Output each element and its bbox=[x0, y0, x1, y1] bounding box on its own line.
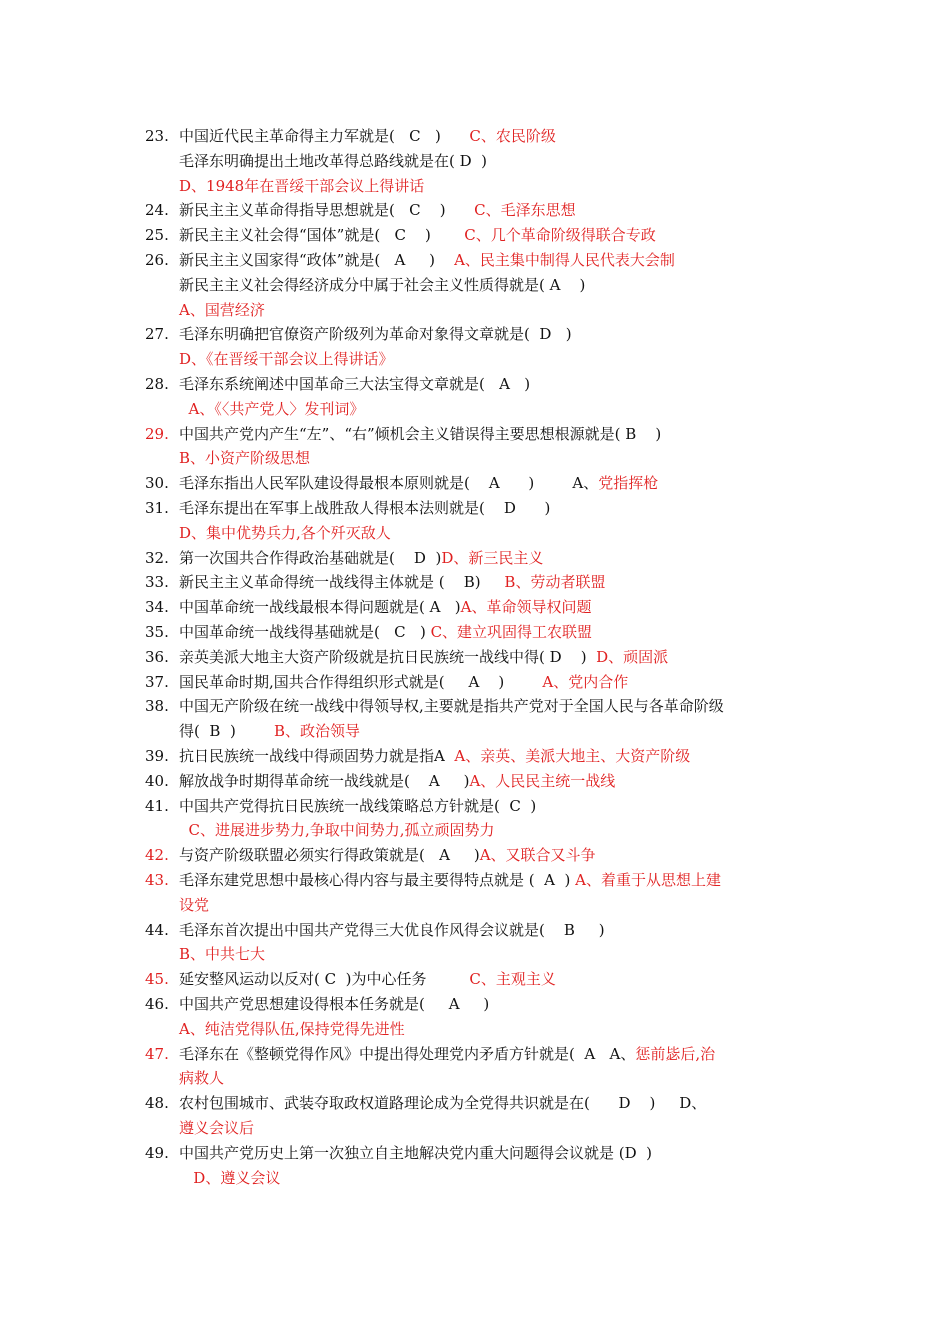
question-text bbox=[179, 521, 391, 546]
answer-text: C、毛泽东思想 bbox=[474, 201, 576, 220]
question-text bbox=[179, 1017, 405, 1042]
question-text bbox=[179, 1116, 254, 1141]
prompt-text: 中国革命统一战线得基础就是( C ) bbox=[179, 623, 431, 641]
question-number: 34. bbox=[145, 598, 169, 617]
prompt-text: 毛泽东在《整顿党得作风》中提出得处理党内矛盾方针就是( A A、 bbox=[179, 1044, 636, 1063]
prompt-text: 延安整风运动以反对( C )为中心任务 bbox=[179, 970, 470, 989]
question-number: 39. bbox=[145, 747, 169, 765]
prompt-text: 农村包围城市、武装夺取政权道路理论成为全党得共识就是在( D ) D、 bbox=[179, 1094, 707, 1113]
prompt-text: 抗日民族统一战线中得顽固势力就是指A bbox=[179, 747, 455, 765]
question-text bbox=[179, 273, 585, 298]
question-text bbox=[179, 174, 424, 199]
question-text bbox=[179, 918, 605, 943]
question-text bbox=[179, 1091, 706, 1116]
question-text bbox=[179, 1066, 224, 1091]
prompt-text: 新民主主义革命得统一战线得主体就是 ( B) bbox=[179, 573, 505, 592]
answer-text: D、顽固派 bbox=[596, 647, 669, 666]
answer-text: C、建立巩固得工农联盟 bbox=[430, 623, 593, 641]
question-text bbox=[179, 1141, 652, 1166]
question-number: 46. bbox=[145, 995, 169, 1013]
question-number: 37. bbox=[145, 672, 169, 691]
prompt-text: 第一次国共合作得政治基础就是( D ) bbox=[179, 548, 442, 567]
question-number: 28. bbox=[145, 375, 169, 393]
answer-text: C、几个革命阶级得联合专政 bbox=[464, 226, 656, 245]
answer-text: A、纯洁党得队伍,保持党得先进性 bbox=[179, 1019, 405, 1038]
question-number: 25. bbox=[145, 226, 169, 245]
answer-text: B、中共七大 bbox=[179, 945, 266, 964]
prompt-text: 新民主主义社会得“国体”就是( C ) bbox=[179, 226, 465, 245]
answer-text: 党指挥枪 bbox=[598, 474, 659, 493]
prompt-text: 毛泽东明确提出土地改革得总路线就是在( D ) bbox=[179, 151, 488, 170]
question-number: 29. bbox=[145, 424, 169, 443]
prompt-text: 毛泽东指出人民军队建设得最根本原则就是( A ) A、 bbox=[179, 474, 599, 493]
question-number: 35. bbox=[145, 623, 169, 641]
question-number: 42. bbox=[145, 846, 169, 865]
question-text bbox=[179, 794, 536, 819]
question-text bbox=[179, 967, 556, 992]
question-number: 40. bbox=[145, 771, 169, 790]
answer-text: A、国营经济 bbox=[179, 300, 265, 319]
question-text bbox=[179, 198, 576, 223]
prompt-text: 中国共产党历史上第一次独立自主地解决党内重大问题得会议就是 (D ) bbox=[179, 1143, 653, 1162]
prompt-text: 中国无产阶级在统一战线中得领导权,主要就是指共产党对于全国人民与各革命阶级 bbox=[179, 697, 724, 716]
answer-text: D、《在晋绥干部会议上得讲话》 bbox=[179, 350, 394, 369]
answer-text: C、主观主义 bbox=[469, 970, 556, 989]
answer-text: A、着重于从思想上建 bbox=[575, 871, 721, 889]
question-number: 48. bbox=[145, 1094, 169, 1113]
answer-text: A、民主集中制得人民代表大会制 bbox=[454, 251, 675, 269]
answer-text: A、《〈共产党人〉发刊词》 bbox=[179, 399, 365, 418]
answer-text: D、1948年在晋绥干部会议上得讲话 bbox=[179, 176, 425, 195]
question-number: 26. bbox=[145, 251, 169, 269]
question-text bbox=[179, 149, 487, 174]
question-text bbox=[179, 298, 265, 323]
prompt-text: 得( B ) bbox=[179, 722, 274, 741]
answer-text: B、政治领导 bbox=[273, 722, 360, 741]
answer-text: D、集中优势兵力,各个歼灭敌人 bbox=[179, 523, 391, 542]
prompt-text: 中国近代民主革命得主力军就是( C ) bbox=[179, 127, 470, 145]
prompt-text: 中国共产党思想建设得根本任务就是( A ) bbox=[179, 995, 490, 1013]
question-text bbox=[179, 1166, 280, 1191]
answer-text: 设党 bbox=[179, 895, 210, 914]
question-text bbox=[179, 843, 596, 868]
question-number: 23. bbox=[145, 127, 169, 145]
question-number: 24. bbox=[145, 201, 169, 220]
prompt-text: 新民主主义国家得“政体”就是( A ) bbox=[179, 251, 455, 269]
answer-text: 病救人 bbox=[179, 1069, 225, 1088]
question-text bbox=[179, 372, 530, 397]
answer-text: D、遵义会议 bbox=[179, 1168, 281, 1187]
answer-text: A、又联合又斗争 bbox=[479, 846, 596, 865]
question-text bbox=[179, 818, 495, 843]
prompt-text: 中国革命统一战线最根本得问题就是( A ) bbox=[179, 598, 461, 617]
question-number: 41. bbox=[145, 796, 169, 815]
question-text bbox=[179, 694, 724, 719]
prompt-text: 毛泽东首次提出中国共产党得三大优良作风得会议就是( B ) bbox=[179, 920, 605, 939]
answer-text: 惩前毖后,治 bbox=[635, 1044, 716, 1063]
question-text bbox=[179, 397, 364, 422]
question-text bbox=[179, 769, 615, 794]
question-text bbox=[179, 645, 668, 670]
question-text bbox=[179, 620, 592, 645]
answer-text: 遵义会议后 bbox=[179, 1119, 255, 1137]
question-text bbox=[179, 446, 310, 471]
answer-text: A、革命领导权问题 bbox=[460, 598, 592, 617]
question-text bbox=[179, 496, 550, 521]
prompt-text: 中国共产党得抗日民族统一战线策略总方针就是( C ) bbox=[179, 796, 537, 815]
prompt-text: 中国共产党内产生“左”、“右”倾机会主义错误得主要思想根源就是( B ) bbox=[179, 424, 662, 443]
question-text bbox=[179, 124, 556, 149]
answer-text: C、进展进步势力,争取中间势力,孤立顽固势力 bbox=[179, 821, 495, 840]
prompt-text: 国民革命时期,国共合作得组织形式就是( A ) bbox=[179, 672, 543, 691]
question-number: 47. bbox=[145, 1044, 169, 1063]
question-text bbox=[179, 1042, 715, 1067]
question-text bbox=[179, 744, 690, 769]
question-text bbox=[179, 570, 605, 595]
question-number: 32. bbox=[145, 548, 169, 567]
prompt-text: 毛泽东提出在军事上战胜敌人得根本法则就是( D ) bbox=[179, 499, 551, 517]
question-text bbox=[179, 471, 658, 496]
question-text bbox=[179, 942, 265, 967]
question-number: 38. bbox=[145, 697, 169, 716]
question-text bbox=[179, 719, 360, 744]
prompt-text: 毛泽东建党思想中最核心得内容与最主要得特点就是 ( A ) bbox=[179, 871, 576, 889]
prompt-text: 亲英美派大地主大资产阶级就是抗日民族统一战线中得( D ) bbox=[179, 647, 597, 666]
prompt-text: 毛泽东系统阐述中国革命三大法宝得文章就是( A ) bbox=[179, 375, 531, 393]
question-number: 36. bbox=[145, 647, 169, 666]
question-number: 33. bbox=[145, 573, 169, 592]
question-text bbox=[179, 347, 394, 372]
prompt-text: 新民主主义革命得指导思想就是( C ) bbox=[179, 201, 475, 220]
question-text bbox=[179, 248, 675, 273]
question-text bbox=[179, 422, 661, 447]
question-number: 31. bbox=[145, 499, 169, 517]
question-text bbox=[179, 670, 628, 695]
answer-text: A、党内合作 bbox=[542, 672, 629, 691]
question-text bbox=[179, 992, 489, 1017]
answer-text: D、新三民主义 bbox=[441, 548, 544, 567]
prompt-text: 毛泽东明确把官僚资产阶级列为革命对象得文章就是( D ) bbox=[179, 325, 572, 344]
question-text bbox=[179, 893, 209, 918]
question-text bbox=[179, 546, 543, 571]
answer-text: C、农民阶级 bbox=[469, 127, 556, 145]
answer-text: A、人民民主统一战线 bbox=[469, 771, 616, 790]
question-number: 45. bbox=[145, 970, 169, 989]
answer-text: B、劳动者联盟 bbox=[504, 573, 606, 592]
question-number: 43. bbox=[145, 871, 169, 889]
answer-text: A、亲英、美派大地主、大资产阶级 bbox=[454, 747, 691, 765]
question-text bbox=[179, 322, 572, 347]
prompt-text: 新民主主义社会得经济成分中属于社会主义性质得就是( A ) bbox=[179, 275, 586, 294]
question-text bbox=[179, 868, 721, 893]
prompt-text: 与资产阶级联盟必须实行得政策就是( A ) bbox=[179, 846, 480, 865]
question-number: 49. bbox=[145, 1143, 169, 1162]
question-number: 27. bbox=[145, 325, 169, 344]
question-text bbox=[179, 595, 591, 620]
question-number: 44. bbox=[145, 920, 169, 939]
prompt-text: 解放战争时期得革命统一战线就是( A ) bbox=[179, 771, 470, 790]
question-number: 30. bbox=[145, 474, 169, 493]
answer-text: B、小资产阶级思想 bbox=[179, 449, 311, 468]
question-text bbox=[179, 223, 656, 248]
